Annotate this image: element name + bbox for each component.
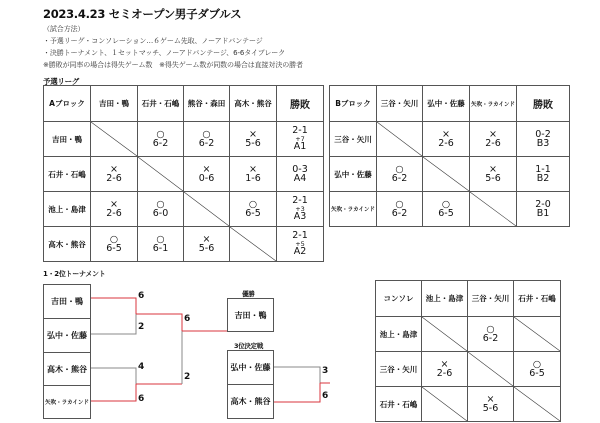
row-team: 矢吹・ラカインド [330,192,377,227]
match-score: 5-6 [198,243,215,254]
loss-mark: × [110,163,118,175]
row-team: 石井・石嶋 [44,157,91,192]
col-header: 石井・石嶋 [514,281,561,317]
diagonal-cell [422,317,468,352]
match-score: 6-5 [245,208,261,219]
league-label: 予選リーグ [43,77,79,86]
bracket-team: 吉田・鴨 [43,284,91,319]
match-score: 6-2 [391,173,408,184]
loss-mark: × [486,393,495,405]
third-place-score: 6 [322,391,329,401]
match-score: 6-5 [106,243,122,254]
match-score: 6-5 [438,208,454,219]
bracket-team: 矢吹・ラカインド [43,385,91,419]
consolation-table [375,280,561,422]
win-mark: ○ [395,198,404,210]
block-a-corner: Aブロック [44,86,91,122]
win-mark: ○ [156,128,165,140]
record: 2-1 [292,230,308,242]
loss-mark: × [489,128,497,140]
final-score: 6 [184,314,191,324]
win-mark: ○ [156,198,165,210]
match-score: 0-6 [198,173,215,184]
row-team: 石井・石嶋 [376,387,422,422]
diagonal-cell [514,317,561,352]
record: 0-2 [535,128,551,140]
record: 1-1 [535,163,551,175]
result-header: 勝敗 [277,86,324,122]
game-diff: +7 [295,134,305,143]
block-b-corner: Bブロック [330,86,377,122]
game-diff: +5 [295,239,305,248]
third-place-team: 弘中・佐藤 [227,350,274,385]
col-header: 熊谷・森田 [184,86,230,122]
game-diff: +3 [295,204,305,213]
match-score: 6-2 [198,138,215,149]
match-score: 6-1 [152,243,169,254]
bracket-team: 高木・熊谷 [43,352,91,386]
win-mark: ○ [441,198,451,210]
table-row [376,352,561,387]
row-team: 三谷・矢川 [376,352,422,387]
loss-mark: × [489,163,497,175]
loss-mark: × [202,233,211,245]
row-team: 三谷・矢川 [330,122,377,157]
row-team: 池上・島津 [376,317,422,352]
result-header: 勝敗 [517,86,570,122]
match-cell [514,352,561,387]
final-score: 2 [184,372,191,382]
rule-line-3: ※勝敗が同率の場合は得失ゲーム数 ※得失ゲーム数が同数の場合は直接対決の勝者 [43,61,303,69]
col-header: 石井・石嶋 [138,86,184,122]
bracket-team: 弘中・佐藤 [43,318,91,353]
third-place-label: 3位決定戦 [234,342,264,350]
win-mark: ○ [156,233,165,245]
match-score: 2-6 [106,208,122,219]
col-header: 三谷・矢川 [468,281,514,317]
tournament-label: 1・2位トーナメント [43,270,106,278]
match-score: 5-6 [482,403,499,414]
win-mark: ○ [202,128,211,140]
col-header: 弘中・佐藤 [423,86,470,122]
rules-heading: （試合方法） [43,25,85,33]
loss-mark: × [440,358,449,370]
match-score: 6-2 [152,138,169,149]
match-score: 2-6 [436,368,453,379]
rank: B2 [536,173,550,184]
row-team: 弘中・佐藤 [330,157,377,192]
match-score: 2-6 [485,138,501,149]
semi-score: 4 [138,362,145,372]
col-header: 池上・島津 [422,281,468,317]
match-score: 2-6 [438,138,454,149]
match-score: 2-6 [106,173,122,184]
loss-mark: × [202,163,211,175]
match-score: 6-0 [152,208,169,219]
semi-score: 6 [138,394,145,404]
rank: B1 [536,208,550,219]
win-mark: ○ [109,233,119,245]
loss-mark: × [249,163,257,175]
col-header: 吉田・鴨 [91,86,138,122]
rank: A2 [293,246,307,258]
semi-score: 2 [138,322,145,332]
match-cell [422,352,468,387]
match-score: 6-2 [482,333,499,344]
record: 2-1 [292,125,308,137]
consolation-corner: コンソレ [376,281,422,317]
match-score: 5-6 [485,173,501,184]
record: 2-0 [535,198,551,210]
rule-line-1: ・予選リーグ・コンソレーション…６ゲーム先取、ノーアドバンテージ [43,37,263,45]
win-mark: ○ [486,323,495,335]
loss-mark: × [442,128,450,140]
diagonal-cell [468,352,514,387]
win-mark: ○ [532,358,542,370]
col-header: 矢吹・ラカインド [470,86,517,122]
rank: A4 [293,173,307,184]
diagonal-cell [514,387,561,422]
rank: A3 [293,211,307,223]
win-mark: ○ [248,198,258,210]
match-score: 5-6 [245,138,261,149]
table-row [376,387,561,422]
loss-mark: × [110,198,118,210]
col-header: 三谷・矢川 [377,86,423,122]
row-team: 池上・島津 [44,192,91,227]
col-header: 高木・熊谷 [230,86,277,122]
match-cell [468,387,514,422]
row-team: 吉田・鴨 [44,122,91,157]
page-title: 2023.4.23 セミオープン男子ダブルス [43,7,242,21]
rule-line-2: ・決勝トーナメント、１セットマッチ、ノーアドバンテージ、6-6タイブレーク [43,49,286,57]
champion-box: 吉田・鴨 [227,298,274,332]
champion-label: 優勝 [242,290,255,298]
diagonal-cell [422,387,468,422]
win-mark: ○ [395,163,404,175]
rank: A1 [293,141,307,153]
record: 2-1 [292,195,308,207]
row-team: 高木・熊谷 [44,227,91,262]
record: 0-3 [292,163,308,175]
rank: B3 [536,138,550,149]
third-place-score: 3 [322,366,329,376]
table-row [376,317,561,352]
semi-score: 6 [138,291,145,301]
match-score: 6-2 [391,208,408,219]
match-score: 1-6 [245,173,261,184]
loss-mark: × [249,128,257,140]
match-cell [468,317,514,352]
match-score: 6-5 [529,368,545,379]
third-place-team: 高木・熊谷 [227,384,274,419]
